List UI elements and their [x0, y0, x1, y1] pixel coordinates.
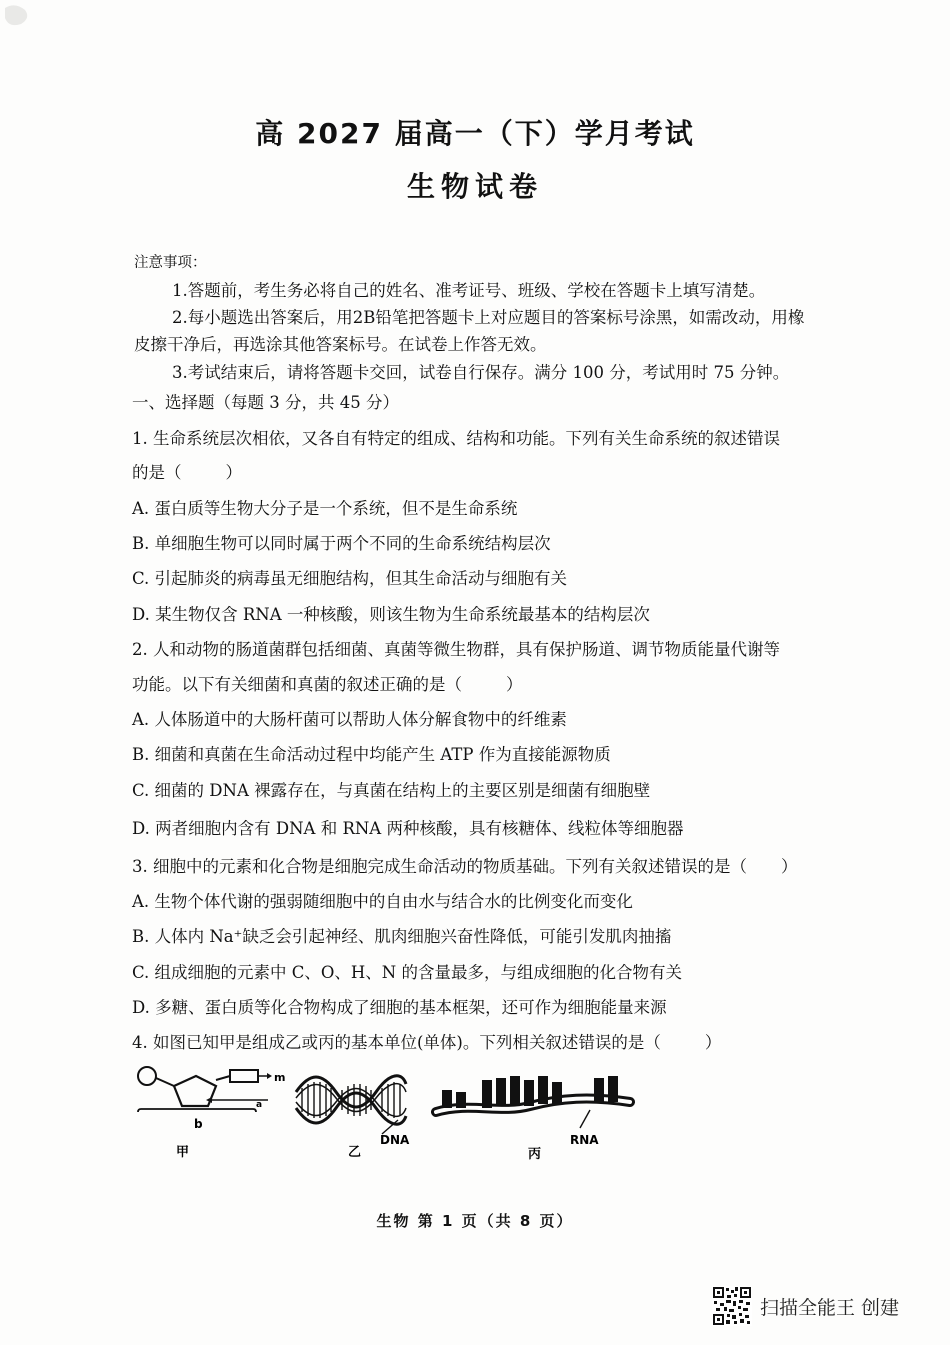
label-rna: RNA: [570, 1133, 599, 1147]
base-bond: [216, 1076, 230, 1080]
q3-option-b: B. 人体内 Na⁺缺乏会引起神经、肌肉细胞兴奋性降低，可能引发肌肉抽搐: [132, 927, 672, 946]
notice-item-3: 3.考试结束后，请将答题卡交回，试卷自行保存。满分 100 分，考试用时 75 分钟。: [172, 363, 790, 382]
dna-helix-diagram: [296, 1076, 410, 1160]
q4-paren-close: ）: [704, 1033, 722, 1052]
q2-stem-line-1: 2. 人和动物的肠道菌群包括细菌、真菌等微生物群，具有保护肠道、调节物质能量代谢等: [132, 640, 780, 659]
rna-pointer: [580, 1110, 590, 1128]
q1-paren-close: ）: [225, 463, 242, 482]
q4-stem: [132, 1032, 721, 1054]
rna-strand-diagram: [436, 1076, 630, 1162]
q1-stem-line-1: 1. 生命系统层次相依，又各自有特定的组成、结构和功能。下列有关生命系统的叙述错误: [132, 429, 780, 448]
q2-option-a: A. 人体肠道中的大肠杆菌可以帮助人体分解食物中的纤维素: [132, 710, 567, 729]
label-b: b: [194, 1117, 203, 1131]
label-dna: DNA: [380, 1133, 410, 1147]
exam-subtitle: 生物试卷: [406, 170, 543, 203]
nucleotide-diagram: [138, 1067, 285, 1160]
q2-stem-line-2: [132, 674, 523, 696]
scan-corner-mark: [0, 0, 80, 60]
label-yi: 乙: [348, 1145, 362, 1160]
q2-paren-close: ）: [506, 675, 523, 694]
q3-option-d: D. 多糖、蛋白质等化合物构成了细胞的基本框架，还可作为细胞能量来源: [132, 998, 667, 1017]
q2-stem-text: 功能。以下有关细菌和真菌的叙述正确的是（: [132, 675, 462, 694]
q2-option-d: D. 两者细胞内含有 DNA 和 RNA 两种核酸，具有核糖体、线粒体等细胞器: [132, 819, 684, 838]
label-a: a: [256, 1100, 263, 1110]
label-jia: 甲: [176, 1145, 190, 1160]
q4-stem-text: 4. 如图已知甲是组成乙或丙的基本单位(单体)。下列相关叙述错误的是（: [132, 1033, 661, 1052]
q1-option-d: D. 某生物仅含 RNA 一种核酸，则该生物为生命系统最基本的结构层次: [132, 605, 650, 624]
q4-figure: [130, 1062, 650, 1172]
q3-stem-text: 3. 细胞中的元素和化合物是细胞完成生命活动的物质基础。下列有关叙述错误的是（: [132, 857, 747, 876]
notice-item-2-line-2: 皮擦干净后，再选涂其他答案标号。在试卷上作答无效。: [134, 335, 547, 354]
label-bing: 丙: [528, 1147, 542, 1162]
q3-stem: [132, 856, 798, 878]
label-m: m: [274, 1071, 286, 1084]
q2-option-b: B. 细菌和真菌在生命活动过程中均能产生 ATP 作为直接能源物质: [132, 745, 611, 764]
brace-b: [138, 1109, 256, 1112]
q3-option-a: A. 生物个体代谢的强弱随细胞中的自由水与结合水的比例变化而变化: [132, 892, 633, 911]
q1-stem-text: 的是（: [132, 463, 182, 482]
page-footer: 生物 第 1 页（共 8 页）: [376, 1212, 574, 1230]
notice-label: 注意事项：: [134, 255, 207, 271]
q3-paren-close: ）: [781, 857, 798, 876]
exam-title: 高 2027 届高一（下）学月考试: [255, 117, 695, 150]
scanner-watermark-text: 扫描全能王 创建: [760, 1296, 900, 1319]
base-rect: [230, 1070, 258, 1082]
section-heading: 一、选择题（每题 3 分，共 45 分）: [132, 393, 399, 412]
notice-item-1: 1.答题前，考生务必将自己的姓名、准考证号、班级、学校在答题卡上填写清楚。: [172, 281, 766, 300]
phosphate-bond: [156, 1078, 174, 1086]
notice-item-2-line-1: 2.每小题选出答案后，用2B铅笔把答题卡上对应题目的答案标号涂黑，如需改动，用橡: [172, 308, 805, 327]
q1-option-a: A. 蛋白质等生物大分子是一个系统，但不是生命系统: [132, 499, 518, 518]
scanner-watermark: [712, 1286, 899, 1326]
q2-option-c: C. 细菌的 DNA 裸露存在，与真菌在结构上的主要区别是细菌有细胞壁: [132, 781, 651, 800]
q3-option-c: C. 组成细胞的元素中 C、O、H、N 的含量最多，与组成细胞的化合物有关: [132, 963, 682, 982]
q1-option-b: B. 单细胞生物可以同时属于两个不同的生命系统结构层次: [132, 534, 551, 553]
phosphate-circle: [138, 1067, 156, 1085]
q1-option-c: C. 引起肺炎的病毒虽无细胞结构，但其生命活动与细胞有关: [132, 569, 568, 588]
qr-code-icon: [712, 1286, 752, 1326]
q1-stem-line-2: [132, 462, 242, 484]
